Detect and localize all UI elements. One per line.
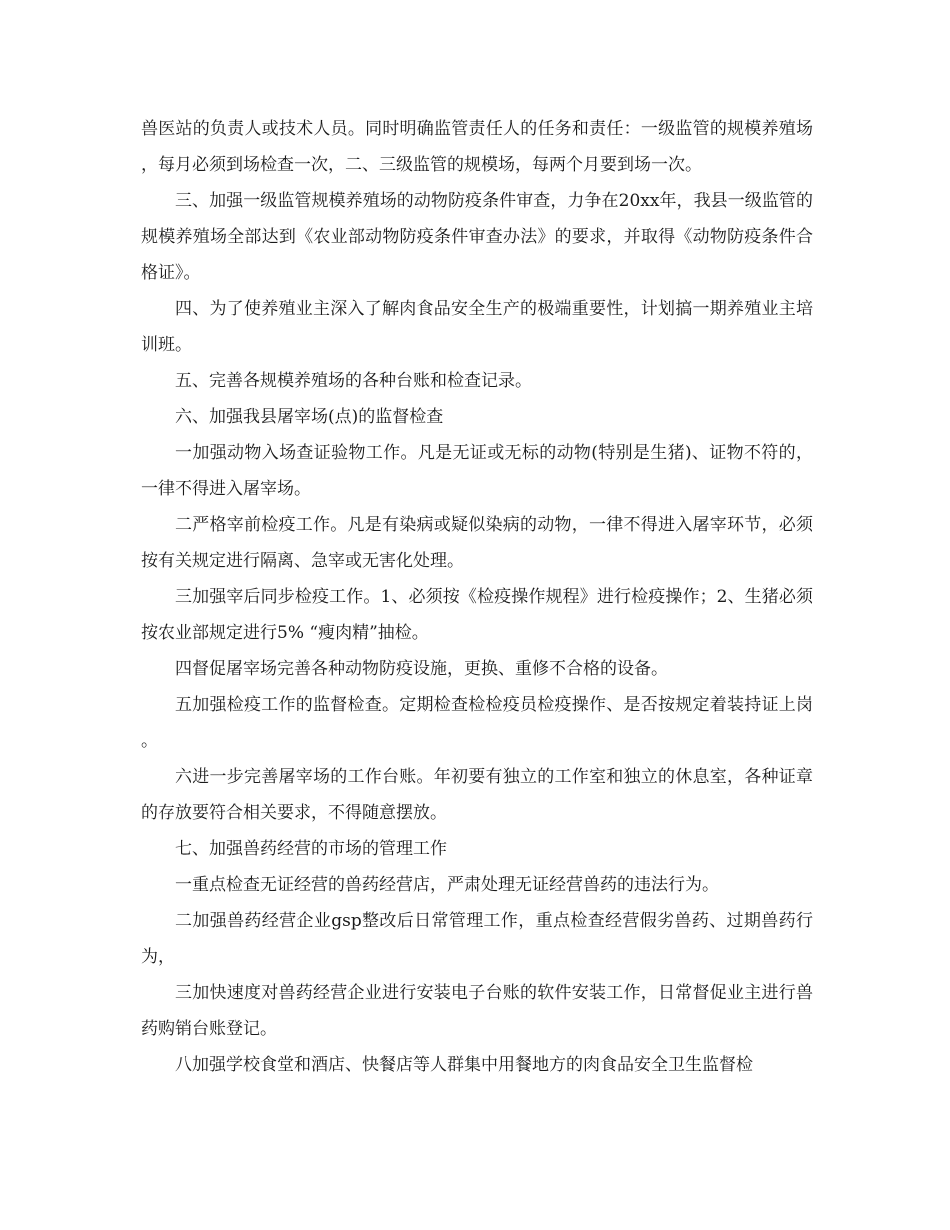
paragraph-12: 七、加强兽药经营的市场的管理工作 (175, 839, 447, 859)
paragraph-16: 八加强学校食堂和酒店、快餐店等人群集中用餐地方的肉食品安全卫生监督检 (175, 1055, 753, 1075)
paragraph-5: 六、加强我县屠宰场(点)的监督检查 (175, 407, 444, 427)
paragraph-11: 六进一步完善屠宰场的工作台账。年初要有独立的工作室和独立的休息室，各种证章的存放要符合相关要求，不得随意摆放。 (141, 767, 813, 823)
paragraph-6: 一加强动物入场查证验物工作。凡是无证或无标的动物(特别是生猪)、证物不符的，一律不得进入屠宰场。 (141, 443, 813, 499)
paragraph-3: 四、为了使养殖业主深入了解肉食品安全生产的极端重要性，计划搞一期养殖业主培训班。 (141, 299, 813, 355)
paragraph-10: 五加强检疫工作的监督检查。定期检查检检疫员检疫操作、是否按规定着装持证上岗。 (141, 695, 813, 751)
paragraph-1: 兽医站的负责人或技术人员。同时明确监管责任人的任务和责任：一级监管的规模养殖场，每月必须到场检查一次，二、三级监管的规模场，每两个月要到场一次。 (141, 119, 813, 175)
paragraph-13: 一重点检查无证经营的兽药经营店，严肃处理无证经营兽药的违法行为。 (175, 875, 719, 895)
paragraph-2: 三、加强一级监管规模养殖场的动物防疫条件审查，力争在20xx年，我县一级监管的规模养殖场全部达到《农业部动物防疫条件审查办法》的要求，并取得《动物防疫条件合格证》。 (141, 191, 813, 283)
paragraph-14: 二加强兽药经营企业gsp整改后日常管理工作，重点检查经营假劣兽药、过期兽药行为， (141, 911, 813, 967)
paragraph-15: 三加快速度对兽药经营企业进行安装电子台账的软件安装工作，日常督促业主进行兽药购销台账登记。 (141, 983, 813, 1039)
paragraph-7: 二严格宰前检疫工作。凡是有染病或疑似染病的动物，一律不得进入屠宰环节，必须按有关规定进行隔离、急宰或无害化处理。 (141, 515, 813, 571)
paragraph-4: 五、完善各规模养殖场的各种台账和检查记录。 (175, 371, 532, 391)
paragraph-9: 四督促屠宰场完善各种动物防疫设施，更换、重修不合格的设备。 (175, 659, 668, 679)
document-body (141, 111, 813, 1083)
paragraph-8: 三加强宰后同步检疫工作。1、必须按《检疫操作规程》进行检疫操作；2、生猪必须按农业部规定进行5% “瘦肉精”抽检。 (141, 587, 813, 643)
